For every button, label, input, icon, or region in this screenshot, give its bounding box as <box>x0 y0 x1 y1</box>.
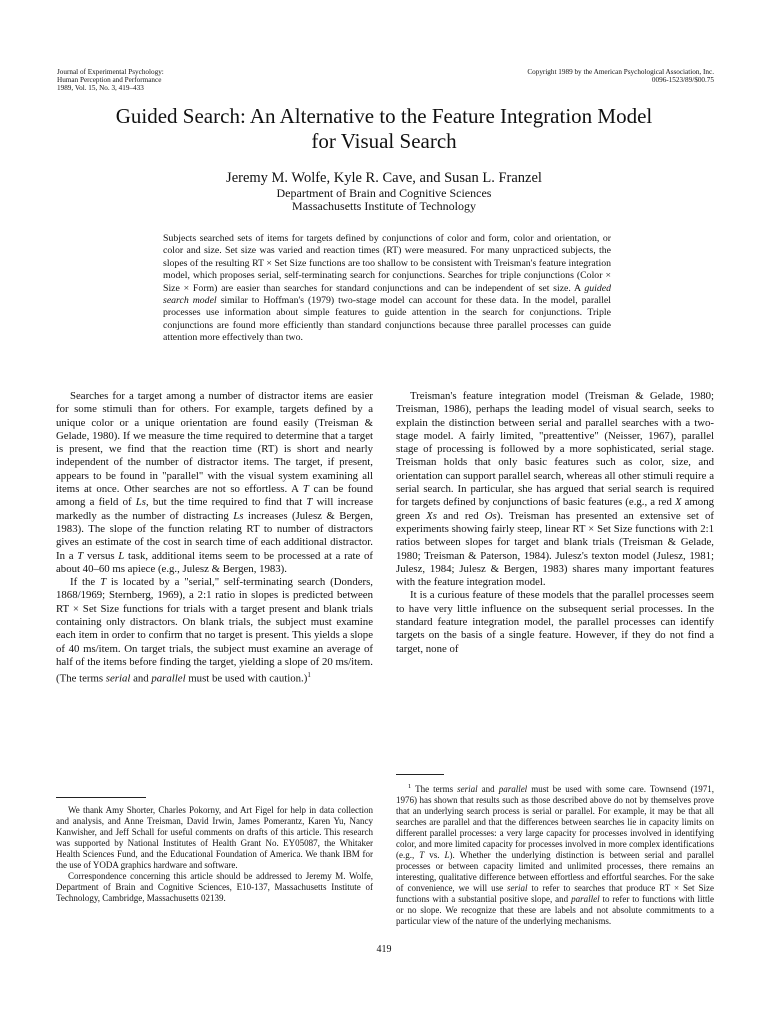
article-title <box>40 104 728 154</box>
italic-letter: T <box>77 549 84 562</box>
text-run: Treisman's feature integration model (Treisman & Gelade, 1980; Treisman, 1986), perhaps the leading model of visual search, seeks to explain the distinction between serial and parallel searches with a two-stage model. A fairly limited, "preattentive" (Neisser, 1967), parallel stage of processing is followed by a more sophisticated, serial stage. Treisman holds that only basic features such as color, size, and orientation can support parallel search, whereas all other stimuli require a serial search. In particular, she has argued that serial search is required for targets defined by conjunctions of basic features (e.g., a red <box>396 390 714 509</box>
footnote-divider <box>396 774 444 775</box>
copyright-info <box>440 68 714 84</box>
left-column <box>56 390 373 686</box>
title-line-2: for Visual Search <box>311 129 457 153</box>
italic-term: parallel <box>151 672 186 685</box>
italic-letter: X <box>674 496 682 509</box>
italic-letter: T <box>302 483 309 496</box>
italic-letter: T <box>419 850 425 860</box>
italic-term: serial <box>457 784 478 794</box>
text-run: Searches for a target among a number of distractor items are easier for some stimuli than for others. For example, targets defined by a unique color or a unique orientation are found easily (Treisman & Gelade, 1980). If we measure the time required to determine that a target is present, we find that the reaction time (RT) is short and nearly independent of the number of distractor items. The target, if present, appears to be found in "parallel" with the visual system examining all items at once. Other searches are not so effortless. A <box>56 390 373 496</box>
right-column <box>396 390 714 656</box>
text-run: and red <box>436 509 485 522</box>
text-run: task, additional items seem to be processed at a rate of about 40–60 ms apiece (e.g., Julesz & Bergen, 1983). <box>56 549 373 575</box>
copyright-line: Copyright 1989 by the American Psychological Association, Inc. <box>527 68 714 76</box>
footnote-text <box>396 781 714 927</box>
paragraph: It is a curious feature of these models that the parallel processes seem to have very little influence on the subsequent serial processes. In the standard feature integration model, the parallel processes can identify targets on the basis of a single feature. However, if they do not find a target, none of <box>396 589 714 655</box>
journal-name-line: Journal of Experimental Psychology: <box>57 68 164 76</box>
abstract-italic-term: guided search model <box>163 282 611 307</box>
italic-term: parallel <box>498 784 528 794</box>
footnote-marker: 1 <box>408 783 412 790</box>
journal-volume-line: 1989, Vol. 15, No. 3, 419–433 <box>57 84 144 92</box>
text-run: ). Whether the underlying distinction is between serial and parallel processes or between capacity limited and unlimited processes, there remains an interesting, qualitative difference between effortless and effortful searches. For the sake of convenience, we will use <box>396 850 714 893</box>
italic-letter: T <box>306 496 313 509</box>
text-run: increases (Julesz & Bergen, 1983). The slope of the function relating RT to number of distractors gives an estimate of the cost in search time of each additional distractor. In a <box>56 509 373 562</box>
text-run: to refer to searches that produce RT × Set Size functions with a substantial positive slope, and <box>396 883 714 904</box>
text-run: and <box>477 784 499 794</box>
text-run: The terms <box>411 784 458 794</box>
italic-letter: Ls <box>233 509 244 522</box>
italic-letter: L <box>444 850 450 860</box>
text-run: and <box>130 672 152 685</box>
journal-info <box>57 68 317 92</box>
paragraph <box>56 576 373 686</box>
author-note <box>56 805 373 904</box>
journal-section-line: Human Perception and Performance <box>57 76 162 84</box>
text-run: must be used with caution.) <box>185 672 308 685</box>
text-run: will increase markedly as the number of distracting <box>56 496 373 522</box>
italic-letter: L <box>118 549 125 562</box>
abstract-text: Subjects searched sets of items for targets defined by conjunctions of color and form, color and orientation, or color and size. Set size was varied and reaction times (RT) were measured. For many unpracticed subjects, the slopes of the resulting RT × Set Size functions are too shallow to be consistent with Treisman's feature integration model, which proposes serial, self-terminating search for conjunctions. Searches for triple conjunctions (Color × Size × Form) are easier than searches for standard conjunctions and can be independent of set size. A <box>163 233 611 294</box>
italic-term: serial <box>105 672 131 685</box>
text-run: , but the time required to find that <box>145 496 307 509</box>
text-run: must be used with some care. Townsend (1971, 1976) has shown that results such as those described above do not by themselves prove that an underlying search process is serial or parallel. For example, it may be that all searches are parallel and that the differences between searches lie in capacity limits on different parallel processes: a very large capacity for processes involved in identifying color, and more limited capacity for processes involved in more complex identifications (e.g., <box>396 784 714 860</box>
text-run: versus <box>83 549 119 562</box>
footnote-divider <box>56 797 146 798</box>
abstract <box>163 233 611 345</box>
italic-letter: Ls <box>135 496 146 509</box>
page-number: 419 <box>376 944 392 955</box>
italic-letter: Os <box>484 509 497 522</box>
abstract-text: similar to Hoffman's (1979) two-stage model can account for these data. In the model, parallel processes use information about simple features to guide attention in the search for conjunctions. Triple conjunctions are found more efficiently than standard conjunctions because three parallel processes can guide attention more effectively than two. <box>163 295 611 344</box>
paragraph <box>56 390 373 576</box>
title-line-1: Guided Search: An Alternative to the Feature Integration Model <box>115 104 653 128</box>
affiliation <box>40 187 728 213</box>
department: Department of Brain and Cognitive Sciences <box>276 186 492 200</box>
paragraph <box>396 390 714 589</box>
institution: Massachusetts Institute of Technology <box>292 199 476 213</box>
text-run: among green <box>396 496 714 522</box>
italic-letter: T <box>100 576 107 589</box>
acknowledgments: We thank Amy Shorter, Charles Pokorny, and Art Figel for help in data collection and analysis, and Anne Treisman, David Irwin, James Pomerantz, Karen Yu, Nancy Kanwisher, and Jeff Schall for useful comments on drafts of this article. This research was supported by National Institutes of Health Grant No. EY05087, the Whitaker Health Sciences Fund, and the Educational Foundation of America. We thank IBM for the use of YODA graphics hardware and software. <box>56 805 373 870</box>
text-run: can be found among a field of <box>56 483 373 509</box>
text-run: vs. <box>424 850 445 860</box>
author-list: Jeremy M. Wolfe, Kyle R. Cave, and Susan L. Franzel <box>226 170 542 186</box>
italic-term: serial <box>507 883 528 893</box>
footnote-marker[interactable]: 1 <box>307 671 311 680</box>
italic-letter: Xs <box>426 509 437 522</box>
text-run: If the <box>70 576 101 589</box>
text-run: to refer to functions with little or no slope. We recognize that these are labels and not absolute commitments to a particular view of the nature of the underlying mechanisms. <box>396 894 714 926</box>
text-run: ). Treisman has presented an extensive set of experiments showing fairly steep, linear RT × Set Size functions with 2:1 ratios between slopes for target and blank trials (Treisman & Gelade, 1980; Treisman & Paterson, 1984). Julesz's texton model (Julesz, 1981; Julesz, 1984; Julesz & Bergen, 1983) shares many important features with the feature integration model. <box>396 509 714 589</box>
footnote-1 <box>396 781 714 927</box>
italic-term: parallel <box>571 894 600 904</box>
correspondence: Correspondence concerning this article should be addressed to Jeremy M. Wolfe, Department of Brain and Cognitive Sciences, E10-137, Massachusetts Institute of Technology, Cambridge, Massachusetts 02139. <box>56 871 373 903</box>
issn-line: 0096-1523/89/$00.75 <box>651 76 714 84</box>
text-run: is located by a "serial," self-terminating search (Donders, 1868/1969; Sternberg, 1969), a 2:1 ratio in slopes is predicted between RT × Set Size functions for trials with a target present and blank trials containing only distractors. On blank trials, the subject must examine each item in order to confirm that no target is present. This yields a slope of 40 ms/item. On target trials, the subject must examine an average of half of the items before finding the target, yielding a slope of 20 ms/item. (The terms <box>56 576 374 685</box>
